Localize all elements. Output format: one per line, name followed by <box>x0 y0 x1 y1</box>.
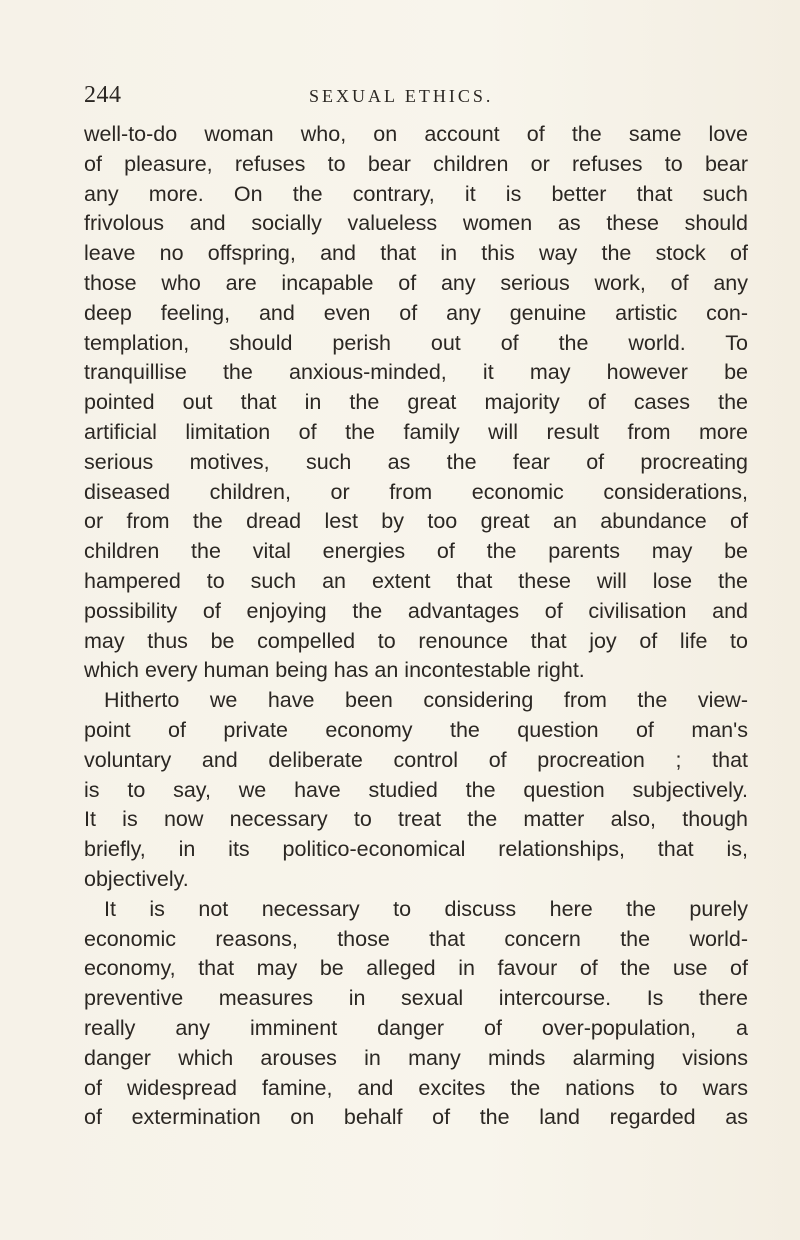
text-line: of extermination on behalf of the land regarded as <box>84 1105 748 1130</box>
text-line: tranquillise the anxious-minded, it may however be <box>84 360 748 385</box>
text-line: economic reasons, those that concern the world- <box>84 926 748 951</box>
text-line: point of private economy the question of man's <box>84 717 748 742</box>
text-line: of widespread famine, and excites the nations to wars <box>84 1075 748 1100</box>
text-line: of pleasure, refuses to bear children or refuses to bear <box>84 151 748 176</box>
text-line: diseased children, or from economic considerations, <box>84 479 748 504</box>
text-line: templation, should perish out of the world. To <box>84 330 748 355</box>
text-line: any more. On the contrary, it is better that such <box>84 181 748 206</box>
text-line: deep feeling, and even of any genuine artistic con- <box>84 300 748 325</box>
text-line: artificial limitation of the family will result from more <box>84 419 748 444</box>
text-line: frivolous and socially valueless women as these should <box>84 211 748 236</box>
text-line: which every human being has an incontestable right. <box>84 658 585 683</box>
text-line: Hitherto we have been considering from the view- <box>104 688 748 713</box>
text-line: economy, that may be alleged in favour of the use of <box>84 956 748 981</box>
text-line: hampered to such an extent that these will lose the <box>84 568 748 593</box>
running-head: SEXUAL ETHICS. <box>309 86 494 106</box>
text-line: serious motives, such as the fear of procreating <box>84 449 748 474</box>
text-line: is to say, we have studied the question subjectively. <box>84 777 748 802</box>
text-line: or from the dread lest by too great an abundance of <box>84 509 748 534</box>
text-line: It is now necessary to treat the matter also, though <box>84 807 748 832</box>
page-number: 244 <box>84 82 122 108</box>
text-line: possibility of enjoying the advantages of civilisation and <box>84 598 748 623</box>
text-line: really any imminent danger of over-population, a <box>84 1015 748 1040</box>
body-text <box>84 120 748 1133</box>
text-line: briefly, in its politico-economical relationships, that is, <box>84 837 748 862</box>
text-line: well-to-do woman who, on account of the same love <box>84 122 748 146</box>
text-line: It is not necessary to discuss here the purely <box>104 896 748 921</box>
text-line: children the vital energies of the parents may be <box>84 539 748 564</box>
text-line: those who are incapable of any serious work, of any <box>84 270 748 295</box>
text-line: objectively. <box>84 866 189 891</box>
page-header <box>84 82 724 112</box>
text-line: preventive measures in sexual intercourse. Is there <box>84 986 748 1011</box>
text-line: may thus be compelled to renounce that joy of life to <box>84 628 748 653</box>
text-line: pointed out that in the great majority of cases the <box>84 390 748 415</box>
text-line: danger which arouses in many minds alarming visions <box>84 1045 748 1070</box>
text-line: leave no offspring, and that in this way the stock of <box>84 241 748 266</box>
text-line: voluntary and deliberate control of procreation ; that <box>84 747 748 772</box>
